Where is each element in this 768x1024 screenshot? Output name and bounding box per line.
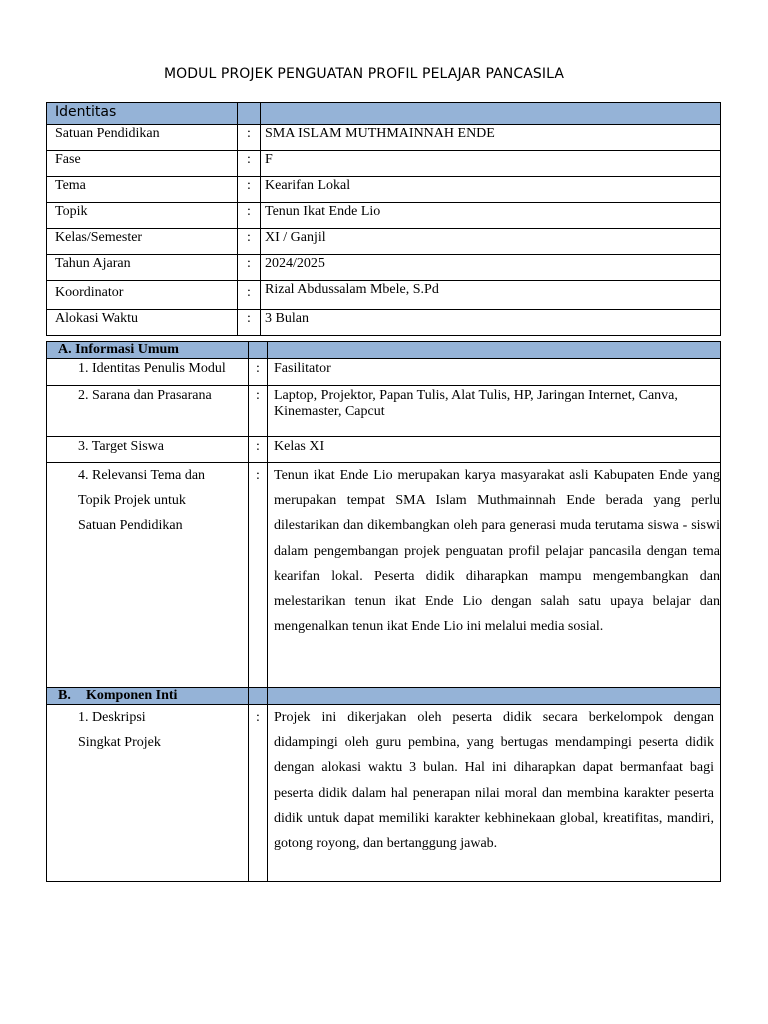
table-row (47, 151, 721, 177)
row-label: Satuan Pendidikan (47, 125, 238, 151)
table-row (47, 125, 721, 151)
table-row (47, 255, 721, 281)
row-value: Fasilitator (268, 359, 721, 386)
row-separator: : (238, 255, 261, 281)
row-value: Tenun Ikat Ende Lio (261, 203, 721, 229)
table-row (47, 229, 721, 255)
row-value: SMA ISLAM MUTHMAINNAH ENDE (261, 125, 721, 151)
row-separator: : (238, 151, 261, 177)
row-label: 4. Relevansi Tema dan Topik Projek untuk Satuan Pendidikan (47, 463, 249, 688)
table-row (47, 386, 721, 437)
row-separator: : (249, 437, 268, 463)
row-label: Koordinator (47, 281, 238, 310)
row-label: 1. Deskripsi Singkat Projek (47, 705, 249, 882)
row-label: Alokasi Waktu (47, 310, 238, 336)
row-value: Rizal Abdussalam Mbele, S.Pd (261, 281, 721, 310)
identitas-table (46, 102, 721, 336)
table-row (47, 359, 721, 386)
row-separator: : (238, 203, 261, 229)
row-separator: : (238, 310, 261, 336)
row-value: Laptop, Projektor, Papan Tulis, Alat Tulis, HP, Jaringan Internet, Canva, Kinemaster, Capcut (268, 386, 721, 437)
row-value: 2024/2025 (261, 255, 721, 281)
identitas-header: Identitas (47, 103, 238, 125)
row-label: 2. Sarana dan Prasarana (47, 386, 249, 437)
row-separator: : (238, 177, 261, 203)
row-separator: : (249, 359, 268, 386)
row-value: 3 Bulan (261, 310, 721, 336)
row-label: 3. Target Siswa (47, 437, 249, 463)
row-separator: : (249, 386, 268, 437)
row-value: Kelas XI (268, 437, 721, 463)
row-label: Tahun Ajaran (47, 255, 238, 281)
row-value: XI / Ganjil (261, 229, 721, 255)
table-row (47, 705, 721, 882)
komponen-inti-header (47, 688, 249, 705)
komponen-inti-letter: B. (58, 688, 71, 703)
table-row (47, 437, 721, 463)
row-label: Kelas/Semester (47, 229, 238, 255)
identitas-header-row (47, 103, 721, 125)
row-separator: : (249, 705, 268, 882)
komponen-inti-title: Komponen Inti (86, 688, 178, 703)
row-label: Topik (47, 203, 238, 229)
row-label: 1. Identitas Penulis Modul (47, 359, 249, 386)
table-row (47, 310, 721, 336)
row-separator: : (238, 125, 261, 151)
informasi-umum-header: A. Informasi Umum (47, 342, 249, 359)
informasi-umum-header-row (47, 342, 721, 359)
informasi-table (46, 341, 721, 882)
table-row (47, 203, 721, 229)
row-separator: : (238, 229, 261, 255)
row-value: Projek ini dikerjakan oleh peserta didik secara berkelompok dengan didampingi oleh guru pembina, yang bertugas mendampingi peserta didik dengan alokasi waktu 3 bulan. Hal ini diharapkan dapat bermanfaat bagi peserta didik dalam hal penerapan nilai moral dan membina karakter peserta didik untuk dapat memiliki karakter kebhinekaan global, kreatifitas, mandiri, gotong royong, dan bertanggung jawab. (268, 705, 721, 882)
row-value: Kearifan Lokal (261, 177, 721, 203)
row-value: Tenun ikat Ende Lio merupakan karya masyarakat asli Kabupaten Ende yang merupakan tempat SMA Islam Muthmainnah Ende berada yang perlu dilestarikan dan dikembangkan oleh para generasi muda terutama siswa - siswi dalam pengembangan projek penguatan profil pelajar pancasila dengan tema kearifan lokal. Peserta didik diharapkan mampu mengembangkan dan melestarikan tenun ikat Ende Lio dengan salah satu upaya belajar dan mengenalkan tenun ikat Ende Lio ini melalui media sosial. (268, 463, 721, 688)
row-label: Tema (47, 177, 238, 203)
table-row (47, 281, 721, 310)
document-title: MODUL PROJEK PENGUATAN PROFIL PELAJAR PANCASILA (163, 66, 565, 82)
table-row (47, 177, 721, 203)
row-label: Fase (47, 151, 238, 177)
table-row (47, 463, 721, 688)
row-separator: : (238, 281, 261, 310)
row-separator: : (249, 463, 268, 688)
komponen-inti-header-row (47, 688, 721, 705)
row-value: F (261, 151, 721, 177)
